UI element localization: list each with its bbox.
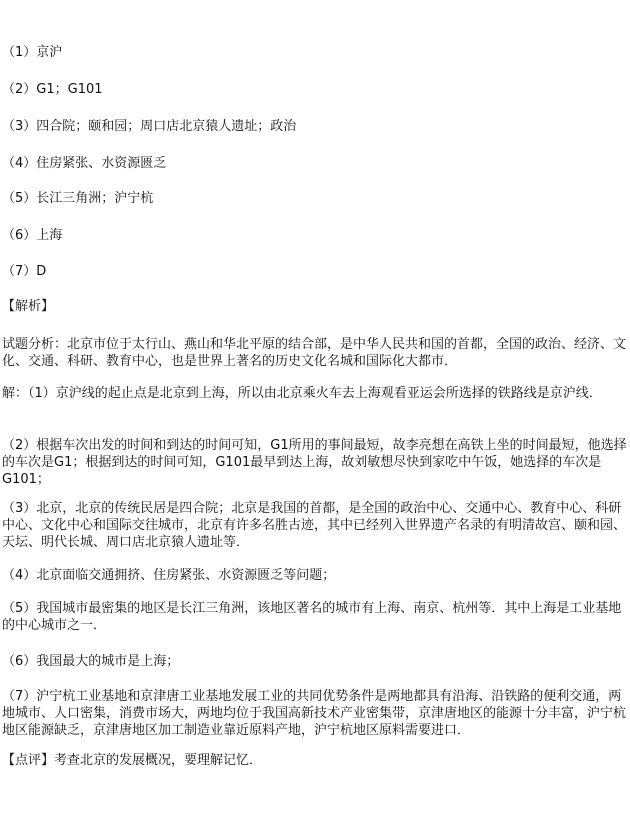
answer-5: （5）长江三角洲；沪宁杭 <box>2 191 154 206</box>
solution-7: （7）沪宁杭工业基地和京津唐工业基地发展工业的共同优势条件是两地都具有沿海、沿铁路的便利交通，两地城市、人口密集，消费市场大，两地均位于我国高新技术产业密集带，京津唐地区的能源十分丰富，沪宁杭地区能源缺乏，京津唐地区加工制造业靠近原料产地，沪宁杭地区原料需要进口． <box>2 689 627 738</box>
answer-7: （7）D <box>2 264 47 279</box>
analysis-intro: 试题分析：北京市位于太行山、燕山和华北平原的结合部，是中华人民共和国的首都，全国的政治、经济、文化、交通、科研、教育中心，也是世界上著名的历史文化名城和国际化大都市． <box>2 337 627 369</box>
solution-2: （2）根据车次出发的时间和到达的时间可知，G1所用的事间最短，故李亮想在高铁上坐的时间最短，他选择的车次是G1；根据到达的时间可知，G101最早到达上海，故刘敏想尽快到家吃中午饭，她选择的车次是G101； <box>2 438 627 487</box>
answer-3: （3）四合院；颐和园；周口店北京猿人遗址；政治 <box>2 119 297 134</box>
answer-6: （6）上海 <box>2 228 63 243</box>
solution-1: 解：（1）京沪线的起止点是北京到上海，所以由北京乘火车去上海观看亚运会所选择的铁路线是京沪线． <box>2 386 602 401</box>
answer-4: （4）住房紧张、水资源匮乏 <box>2 156 167 171</box>
answer-2: （2）G1；G101 <box>2 82 103 97</box>
solution-5: （5）我国城市最密集的地区是长江三角洲，该地区著名的城市有上海、南京、杭州等．其中上海是工业基地的中心城市之一． <box>2 601 622 633</box>
answer-1: （1）京沪 <box>2 45 63 60</box>
solution-4: （4）北京面临交通拥挤、住房紧张、水资源匮乏等问题； <box>2 568 336 583</box>
solution-3: （3）北京，北京的传统民居是四合院；北京是我国的首都，是全国的政治中心、交通中心、教育中心、科研中心、文化中心和国际交往城市，北京有许多名胜古迹，其中已经列入世界遗产名录的有明清故宫、颐和园、天坛、明代长城、周口店北京猿人遗址等． <box>2 501 627 550</box>
analysis-heading: 【解析】 <box>2 299 55 314</box>
solution-6: （6）我国最大的城市是上海； <box>2 654 180 669</box>
comment: 【点评】考查北京的发展概况，要理解记忆． <box>2 753 263 768</box>
